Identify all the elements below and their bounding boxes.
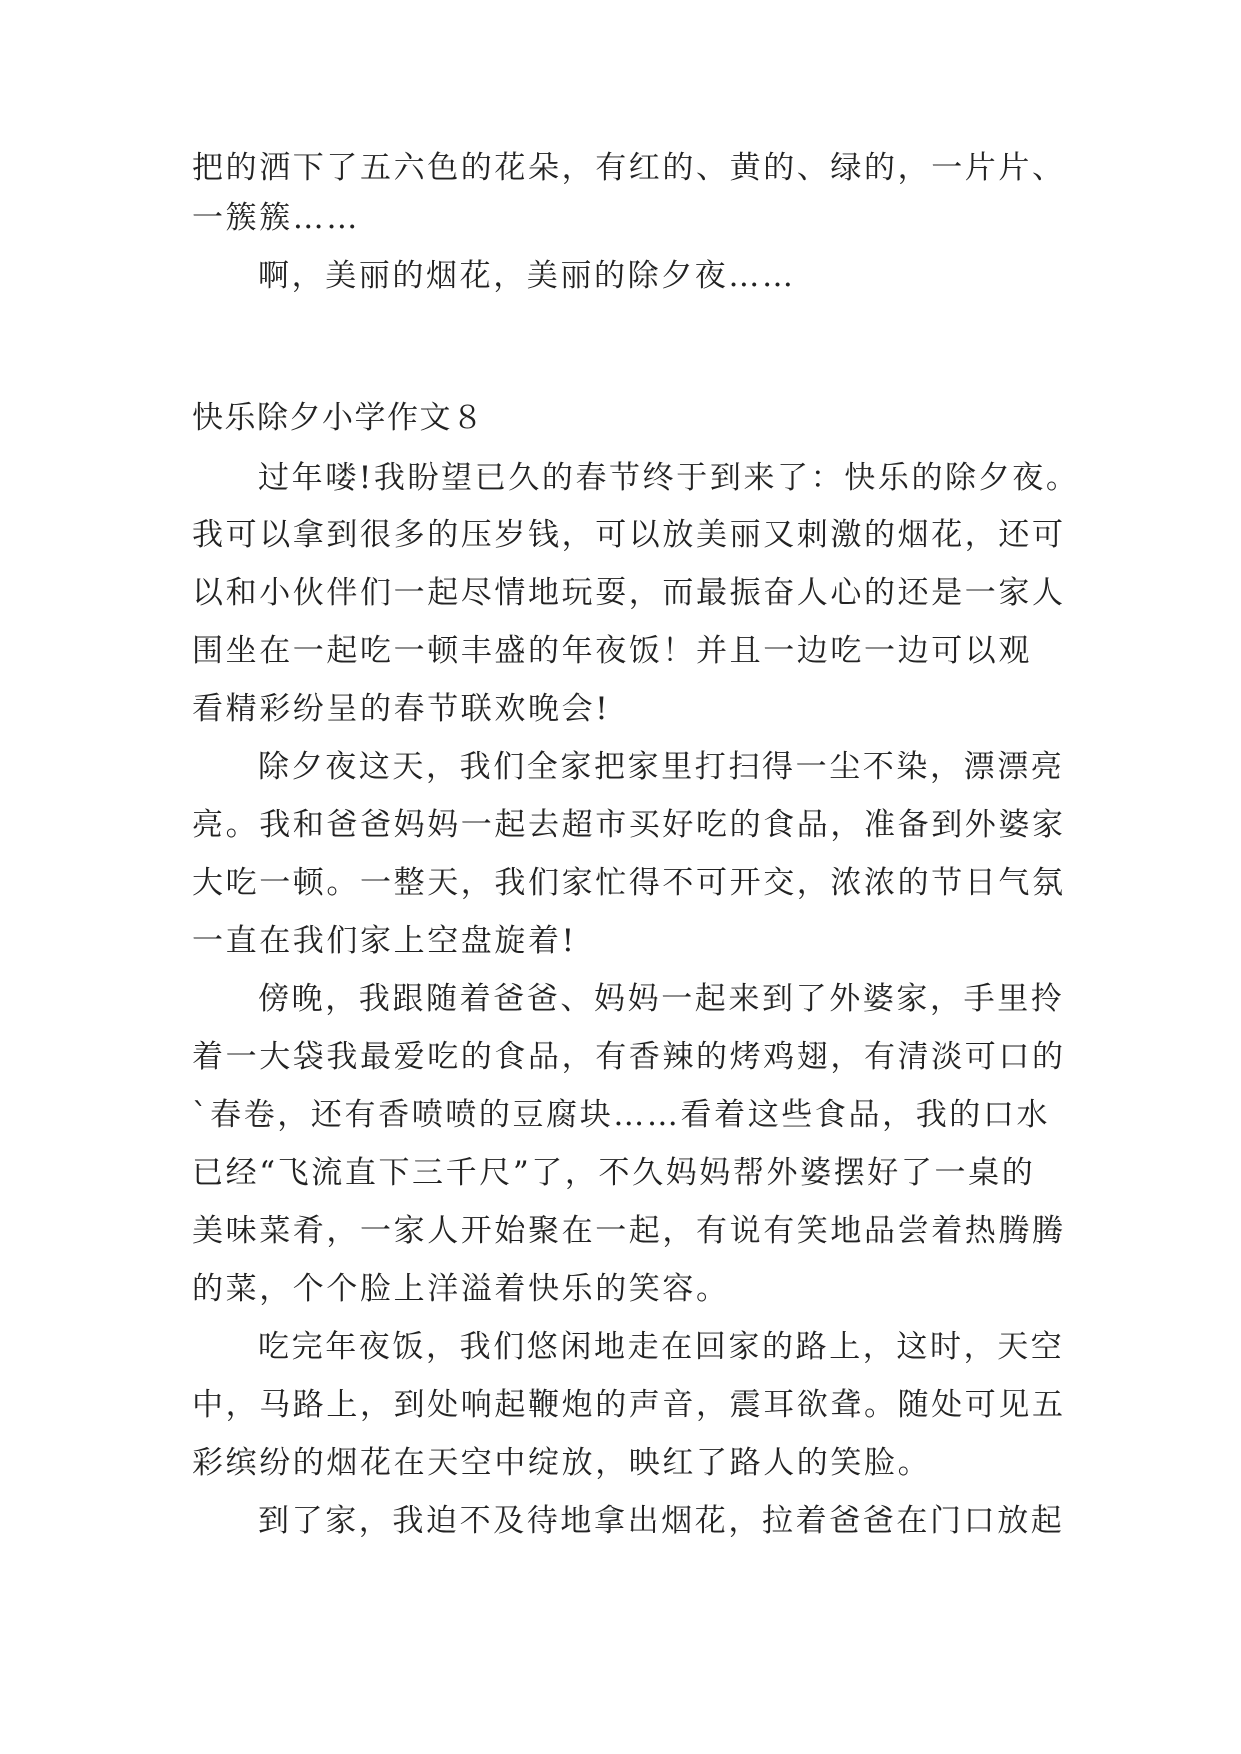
- text-line: 过年喽!我盼望已久的春节终于到来了：快乐的除夕夜。: [258, 460, 1080, 496]
- text-line: 我可以拿到很多的压岁钱，可以放美丽又刺激的烟花，还可: [192, 517, 1066, 553]
- text-line: 已经“飞流直下三千尺”了，不久妈妈帮外婆摆好了一桌的: [192, 1155, 1036, 1191]
- text-line: 吃完年夜饭，我们悠闲地走在回家的路上，这时，天空: [258, 1329, 1065, 1365]
- text-line: 亮。我和爸爸妈妈一起去超市买好吃的食品，准备到外婆家: [192, 807, 1066, 843]
- text-line: 到了家，我迫不及待地拿出烟花，拉着爸爸在门口放起: [258, 1503, 1065, 1539]
- text-line: 彩缤纷的烟花在天空中绽放，映红了路人的笑脸。: [192, 1445, 932, 1481]
- text-line: 围坐在一起吃一顿丰盛的年夜饭！并且一边吃一边可以观: [192, 633, 1032, 669]
- section-heading: 快乐除夕小学作文８: [192, 400, 485, 436]
- text-line: 看精彩纷呈的春节联欢晚会!: [192, 691, 611, 727]
- text-line: 的菜，个个脸上洋溢着快乐的笑容。: [192, 1271, 730, 1307]
- text-line: 除夕夜这天，我们全家把家里打扫得一尘不染，漂漂亮: [258, 749, 1065, 785]
- text-line: 一簇簇……: [192, 200, 360, 236]
- text-line: 把的洒下了五六色的花朵，有红的、黄的、绿的，一片片、: [192, 150, 1066, 186]
- text-line: 啊，美丽的烟花，美丽的除夕夜……: [258, 258, 796, 294]
- text-line: `春卷，还有香喷喷的豆腐块……看着这些食品，我的口水: [192, 1097, 1051, 1133]
- text-line: 傍晚，我跟随着爸爸、妈妈一起来到了外婆家，手里拎: [258, 981, 1065, 1017]
- text-line: 以和小伙伴们一起尽情地玩耍，而最振奋人心的还是一家人: [192, 575, 1066, 611]
- text-line: 中，马路上，到处响起鞭炮的声音，震耳欲聋。随处可见五: [192, 1387, 1066, 1423]
- text-line: 着一大袋我最爱吃的食品，有香辣的烤鸡翅，有清淡可口的: [192, 1039, 1066, 1075]
- text-line: 一直在我们家上空盘旋着!: [192, 923, 577, 959]
- text-line: 美味菜肴，一家人开始聚在一起，有说有笑地品尝着热腾腾: [192, 1213, 1066, 1249]
- text-line: 大吃一顿。一整天，我们家忙得不可开交，浓浓的节日气氛: [192, 865, 1066, 901]
